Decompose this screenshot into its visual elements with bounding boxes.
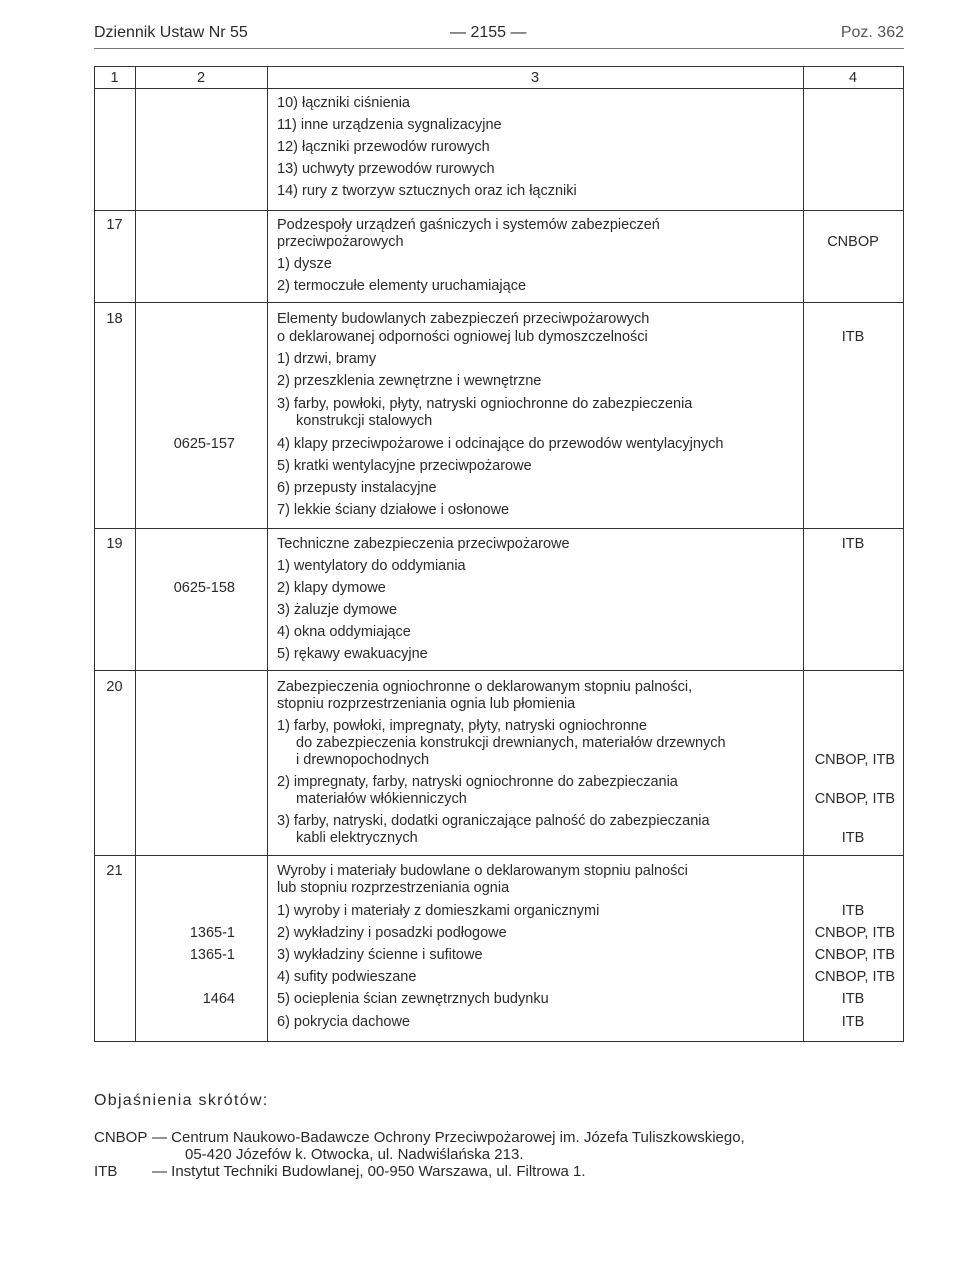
unit-cell: ITB <box>841 1014 865 1030</box>
row-number: 20 <box>106 679 123 695</box>
list-item: 5) kratki wentylacyjne przeciwpożarowe <box>277 458 532 474</box>
abbr-itb-desc: — Instytut Techniki Budowlanej, 00-950 Warszawa, ul. Filtrowa 1. <box>152 1163 586 1180</box>
list-item: 2) przeszklenia zewnętrzne i wewnętrzne <box>277 373 542 389</box>
abbr-cnbop-desc: — Centrum Naukowo-Badawcze Ochrony Przeciwpożarowej im. Józefa Tuliszkowskiego, <box>152 1129 745 1146</box>
list-item: 4) klapy przeciwpożarowe i odcinające do przewodów wentylacyjnych <box>277 436 724 452</box>
list-item: 1) wentylatory do oddymiania <box>277 558 466 574</box>
row-number: 17 <box>106 217 123 233</box>
list-item: 3) wykładziny ścienne i sufitowe <box>277 947 483 963</box>
code-cell: 1365-1 <box>189 947 235 963</box>
list-item: konstrukcji stalowych <box>296 413 433 429</box>
unit-cell: ITB <box>841 903 865 919</box>
journal-title: Dziennik Ustaw Nr 55 <box>94 24 248 41</box>
col-header-4: 4 <box>848 70 858 86</box>
list-item: 4) okna oddymiające <box>277 624 411 640</box>
list-item: 7) lekkie ściany działowe i osłonowe <box>277 502 510 518</box>
unit-cell: ITB <box>841 329 865 345</box>
code-cell: 0625-157 <box>173 436 235 452</box>
row-title: przeciwpożarowych <box>277 234 404 250</box>
header-rule <box>94 48 904 49</box>
list-item: 6) pokrycia dachowe <box>277 1014 410 1030</box>
list-item: 1) wyroby i materiały z domieszkami organicznymi <box>277 903 600 919</box>
row-number: 18 <box>106 311 123 327</box>
row-title: Elementy budowlanych zabezpieczeń przeciwpożarowych <box>277 311 650 327</box>
list-item: 3) farby, powłoki, płyty, natryski ogniochronne do zabezpieczenia <box>277 396 693 412</box>
row-title: lub stopniu rozprzestrzeniania ognia <box>277 880 510 896</box>
col-header-3: 3 <box>530 70 540 86</box>
row-title: Techniczne zabezpieczenia przeciwpożarowe <box>277 536 570 552</box>
unit-cell: CNBOP, ITB <box>814 791 895 807</box>
list-item: 5) rękawy ewakuacyjne <box>277 646 428 662</box>
position-number: Poz. 362 <box>840 24 904 41</box>
list-item: 2) impregnaty, farby, natryski ogniochronne do zabezpieczania <box>277 774 678 790</box>
code-cell: 0625-158 <box>173 580 235 596</box>
abbr-itb: ITB <box>94 1163 118 1180</box>
abbr-cnbop: CNBOP <box>94 1129 148 1146</box>
row-number: 21 <box>106 863 123 879</box>
unit-cell: CNBOP, ITB <box>814 752 895 768</box>
abbreviations-title: Objaśnienia skrótów: <box>94 1092 269 1109</box>
row-title: stopniu rozprzestrzeniania ognia lub płomienia <box>277 696 576 712</box>
list-item: kabli elektrycznych <box>296 830 418 846</box>
list-item: 2) klapy dymowe <box>277 580 386 596</box>
list-item: 12) łączniki przewodów rurowych <box>277 139 490 155</box>
list-item: 1) drzwi, bramy <box>277 351 377 367</box>
unit-cell: ITB <box>841 830 865 846</box>
list-item: 2) wykładziny i posadzki podłogowe <box>277 925 507 941</box>
list-item: 5) ocieplenia ścian zewnętrznych budynku <box>277 991 549 1007</box>
list-item: 13) uchwyty przewodów rurowych <box>277 161 495 177</box>
row-title: Zabezpieczenia ogniochronne o deklarowanym stopniu palności, <box>277 679 693 695</box>
unit-cell: CNBOP, ITB <box>814 925 895 941</box>
list-item: 3) żaluzje dymowe <box>277 602 398 618</box>
list-item: 4) sufity podwieszane <box>277 969 417 985</box>
col-header-1: 1 <box>110 70 119 86</box>
col-header-2: 2 <box>196 70 206 86</box>
row-number: 19 <box>106 536 123 552</box>
unit-cell: CNBOP <box>827 234 879 250</box>
list-item: do zabezpieczenia konstrukcji drewnianych, materiałów drzewnych <box>296 735 726 751</box>
row-title: Podzespoły urządzeń gaśniczych i systemów zabezpieczeń <box>277 217 660 233</box>
list-item: 6) przepusty instalacyjne <box>277 480 437 496</box>
abbr-cnbop-address: 05-420 Józefów k. Otwocka, ul. Nadwiślańska 213. <box>185 1146 524 1163</box>
code-cell: 1464 <box>202 991 235 1007</box>
list-item: 2) termoczułe elementy uruchamiające <box>277 278 527 294</box>
unit-cell: CNBOP, ITB <box>814 947 895 963</box>
page-number: — 2155 — <box>450 24 527 41</box>
list-item: 1) farby, powłoki, impregnaty, płyty, natryski ogniochronne <box>277 718 647 734</box>
unit-cell: ITB <box>841 536 865 552</box>
list-item: 14) rury z tworzyw sztucznych oraz ich łączniki <box>277 183 577 199</box>
list-item: i drewnopochodnych <box>296 752 430 768</box>
code-cell: 1365-1 <box>189 925 235 941</box>
list-item: 1) dysze <box>277 256 332 272</box>
unit-cell: ITB <box>841 991 865 1007</box>
list-item: 11) inne urządzenia sygnalizacyjne <box>277 117 502 133</box>
list-item: materiałów włókienniczych <box>296 791 467 807</box>
row-title: Wyroby i materiały budowlane o deklarowanym stopniu palności <box>277 863 688 879</box>
list-item: 10) łączniki ciśnienia <box>277 95 410 111</box>
list-item: 3) farby, natryski, dodatki ograniczające palność do zabezpieczania <box>277 813 710 829</box>
unit-cell: CNBOP, ITB <box>814 969 895 985</box>
row-title: o deklarowanej odporności ogniowej lub dymoszczelności <box>277 329 648 345</box>
